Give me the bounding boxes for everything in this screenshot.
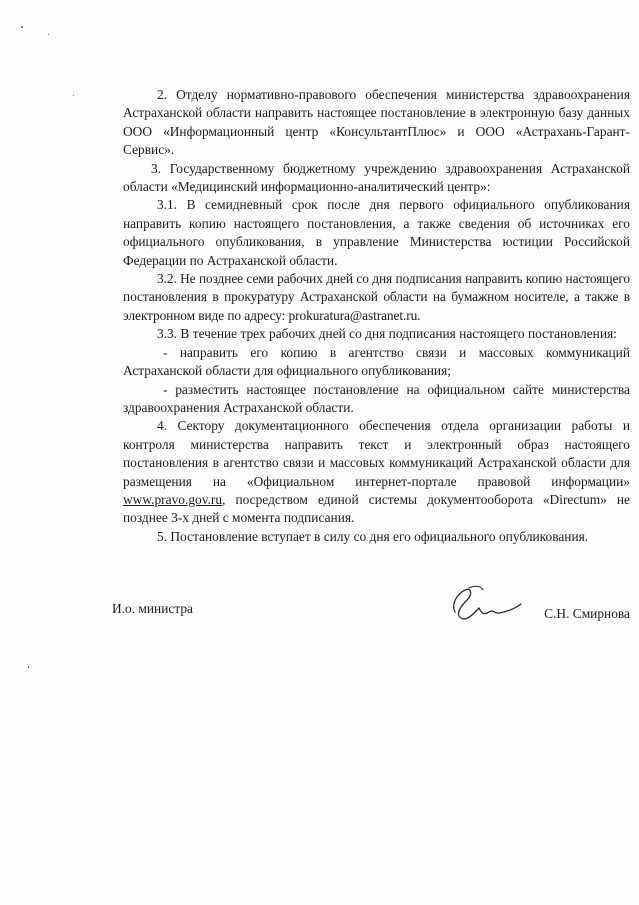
scan-speck [48,34,49,35]
paragraph-2: 2. Отделу нормативно-правового обеспечения министерства здравоохранения Астраханской области направить настоящее постановление в электронную базу данных ООО «Информационный центр «КонсультантПлюс» и ООО «Астрахань-Гарант-Сервис». [123,87,630,158]
scan-speck [28,666,29,668]
paragraph-5: 5. Постановление вступает в силу со дня его официального опубликования. [157,528,589,544]
signature-block [112,598,632,638]
scan-speck [21,26,23,28]
paragraph-4-text: 4. Сектору документационного обеспечения отдела организации работы и контроля министерства направить текст и электронный образ настоящего постановления в агентство связи и массовых коммуникаций Астраханской области для размещения на «Официальном интернет-портале правовой информации» [123,418,630,489]
paragraph-3-2: 3.2. Не позднее семи рабочих дней со дня подписания направить копию настоящего постановления в прокуратуру Астраханской области на бумажном носителе, а также в электронном виде по адресу: prokuratura@astranet.ru. [123,271,630,323]
paragraph-3: 3. Государственному бюджетному учреждению здравоохранения Астраханской области «Медицинский информационно-аналитический центр»: [123,160,630,195]
paragraph-3-3: 3.3. В течение трех рабочих дней со дня подписания настоящего постановления: [157,326,617,342]
signatory-title: И.о. министра [112,601,193,616]
paragraph-4 [123,417,630,527]
scan-speck [73,95,74,96]
paragraph-3-3-a: - направить его копию в агентство связи и массовых коммуникаций Астраханской области для официального опубликования; [123,344,630,379]
paragraph-3-3-b: - разместить настоящее постановление на официальном сайте министерства здравоохранения Астраханской области. [123,381,630,415]
pravo-gov-link[interactable]: www.pravo.gov.ru [123,491,223,507]
handwritten-signature [447,582,525,632]
document-body [123,86,630,546]
paragraph-4-text-end: , посредством единой системы документооборота «Directum» не позднее 3-х дней с момента подписания. [123,491,630,526]
signatory-name: С.Н. Смирнова [544,606,630,621]
paragraph-3-1: 3.1. В семидневный срок после дня первого официального опубликования направить копию настоящего постановления, а также сведения об источниках его официального опубликования, в управление Министерства юстиции Российской Федерации по Астраханской области. [123,197,630,268]
